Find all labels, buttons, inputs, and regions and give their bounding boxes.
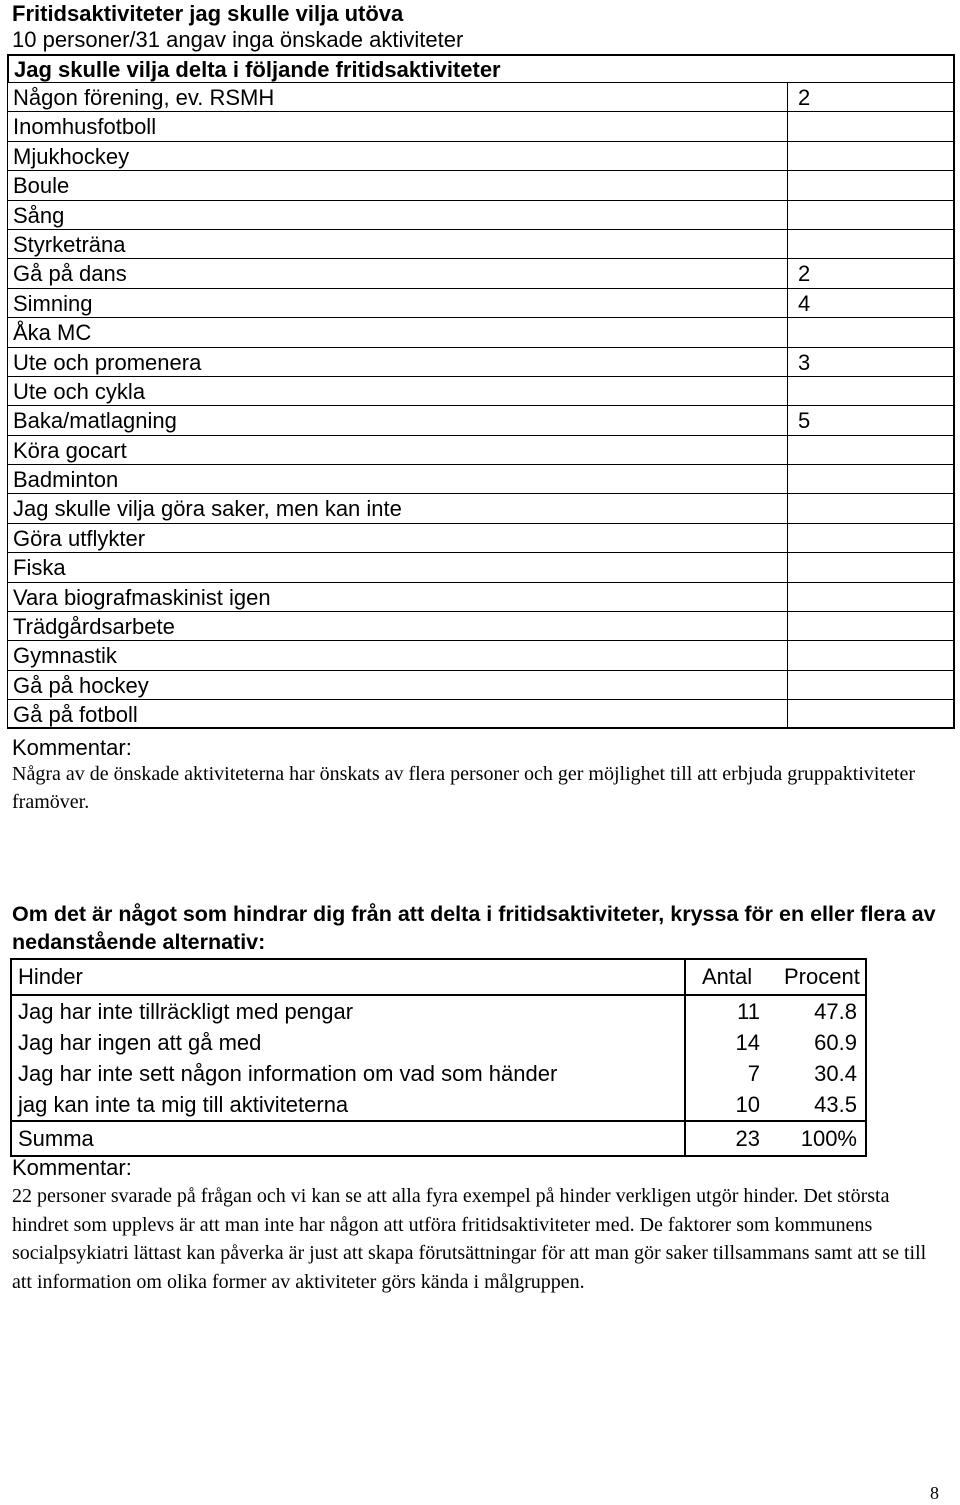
obstacle-procent: 47.8 [814, 999, 857, 1024]
activity-label: Göra utflykter [13, 525, 146, 551]
activity-label: Ute och promenera [13, 349, 202, 375]
activity-label: Ute och cykla [13, 378, 146, 404]
activities-table-header: Jag skulle vilja delta i följande fritidsaktiviteter [7, 54, 955, 82]
obstacles-table [10, 958, 867, 1157]
sum-label: Summa [12, 1122, 686, 1155]
section-heading: Fritidsaktiviteter jag skulle vilja utöva [12, 1, 404, 26]
activity-count [787, 112, 953, 140]
table-row [7, 288, 955, 317]
sum-antal: 23 [735, 1126, 760, 1151]
table-row [7, 699, 955, 728]
activities-table [7, 54, 955, 729]
table-row [7, 493, 955, 522]
activity-label: Styrketräna [13, 231, 126, 257]
comment-text: Några av de önskade aktiviteterna har önskats av flera personer och ger möjlighet till att erbjuda gruppaktiviteter framöver. [12, 763, 915, 813]
activity-count [787, 494, 953, 522]
table-row [12, 1058, 865, 1089]
obstacle-procent: 43.5 [814, 1092, 857, 1117]
obstacles-table-body [12, 996, 865, 1120]
activity-count [787, 436, 953, 464]
sum-procent: 100% [800, 1126, 857, 1151]
table-row [7, 405, 955, 434]
table-row [7, 258, 955, 287]
activity-count [787, 583, 953, 611]
activity-label: Inomhusfotboll [13, 114, 157, 140]
table-row [7, 111, 955, 140]
activity-count [787, 553, 953, 581]
activity-label: Mjukhockey [13, 143, 130, 169]
activity-label: Sång [13, 202, 65, 228]
table-row [7, 640, 955, 669]
table-row [7, 670, 955, 699]
activity-label: Vara biografmaskinist igen [13, 584, 271, 610]
table-row [7, 464, 955, 493]
obstacle-procent: 60.9 [814, 1030, 857, 1055]
activity-count [787, 318, 953, 346]
table-row [7, 200, 955, 229]
obstacle-label: Jag har ingen att gå med [12, 1027, 686, 1058]
activity-label: Åka MC [13, 320, 92, 346]
comment-text: 22 personer svarade på frågan och vi kan se att alla fyra exempel på hinder verkligen utgör hinder. Det största hindret som upplevs är att man inte har någon att utföra fritidsaktiviteter med. De faktorer som kommunens socialpsykiatri lättast kan påverka är just att skapa förutsättningar för att man gör saker tillsammans samt att se till att information om olika former av aktiviteter görs kända i målgruppen. [12, 1185, 927, 1293]
activity-label: Köra gocart [13, 437, 127, 463]
activity-count: 2 [787, 259, 953, 287]
activity-count: 2 [787, 83, 953, 111]
table-row [7, 141, 955, 170]
activity-count [787, 700, 953, 726]
activity-label: Gå på dans [13, 261, 127, 287]
table-row [7, 376, 955, 405]
obstacle-label: Jag har inte sett någon information om vad som händer [12, 1058, 686, 1089]
header-antal: Antal [702, 964, 753, 989]
activity-label: Fiska [13, 555, 66, 581]
comment-label: Kommentar: [12, 735, 132, 760]
activity-count [787, 524, 953, 552]
activity-count [787, 671, 953, 699]
table-row [7, 317, 955, 346]
activity-count [787, 377, 953, 405]
activity-count [787, 612, 953, 640]
header-hinder: Hinder [12, 960, 686, 994]
activity-label: Gå på hockey [13, 672, 149, 698]
table-row [7, 229, 955, 258]
obstacle-label: jag kan inte ta mig till aktiviteterna [12, 1089, 686, 1120]
activity-label: Jag skulle vilja göra saker, men kan inte [13, 496, 402, 522]
table-row [7, 523, 955, 552]
activity-count: 4 [787, 289, 953, 317]
obstacles-table-sum-row [12, 1120, 865, 1155]
activity-label: Någon förening, ev. RSMH [13, 85, 275, 110]
obstacles-table-header [12, 960, 865, 996]
activity-label: Badminton [13, 467, 119, 493]
table-row [7, 82, 955, 111]
activity-count: 5 [787, 406, 953, 434]
obstacle-label: Jag har inte tillräckligt med pengar [12, 996, 686, 1027]
activity-label: Gå på fotboll [13, 702, 138, 727]
comment-label: Kommentar: [12, 1155, 132, 1180]
activity-label: Baka/matlagning [13, 408, 177, 434]
activity-count [787, 142, 953, 170]
table-row [7, 611, 955, 640]
table-row [7, 552, 955, 581]
obstacles-heading: Om det är något som hindrar dig från att delta i fritidsaktiviteter, kryssa för en eller flera av nedanstående alternativ: [12, 902, 936, 954]
no-activity-note: 10 personer/31 angav inga önskade aktiviteter [12, 27, 464, 52]
obstacle-antal: 7 [747, 1061, 760, 1086]
header-procent: Procent [784, 964, 860, 989]
activity-label: Boule [13, 173, 70, 199]
obstacle-antal: 14 [735, 1030, 760, 1055]
table-row [12, 1089, 865, 1120]
activity-count [787, 465, 953, 493]
activity-count [787, 230, 953, 258]
activity-count: 3 [787, 348, 953, 376]
activities-table-body [7, 82, 955, 729]
table-row [7, 582, 955, 611]
obstacle-antal: 11 [737, 999, 760, 1024]
activity-count [787, 641, 953, 669]
table-row [7, 435, 955, 464]
activity-label: Simning [13, 290, 93, 316]
obstacle-procent: 30.4 [814, 1061, 857, 1086]
activity-count [787, 201, 953, 229]
table-row [7, 170, 955, 199]
obstacle-antal: 10 [735, 1092, 760, 1117]
activity-label: Gymnastik [13, 643, 117, 669]
table-row [12, 996, 865, 1027]
activity-label: Trädgårdsarbete [13, 614, 175, 640]
table-row [12, 1027, 865, 1058]
activity-count [787, 171, 953, 199]
page-number: 8 [930, 1483, 939, 1503]
table-row [7, 347, 955, 376]
